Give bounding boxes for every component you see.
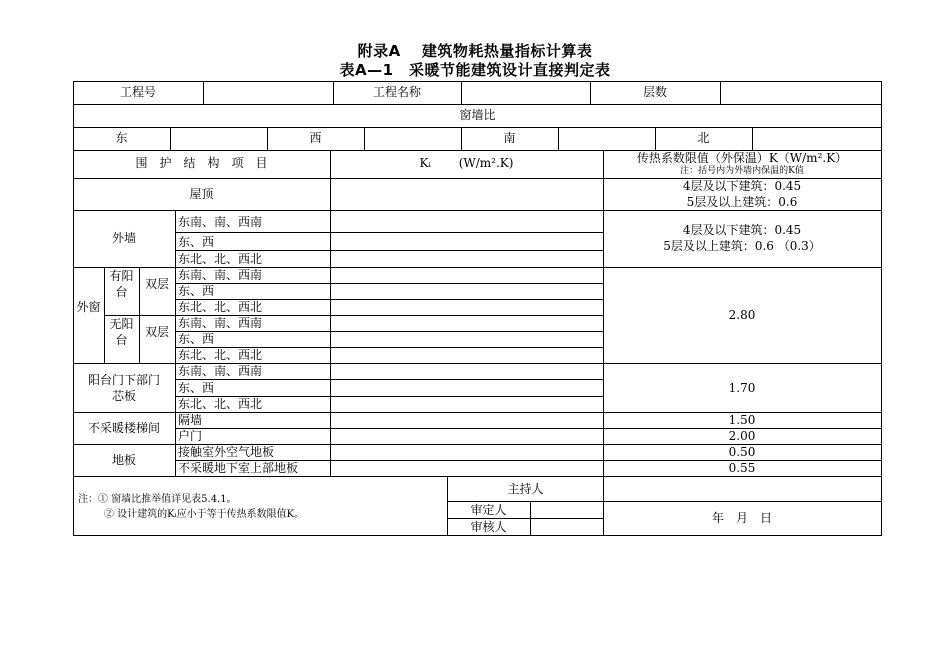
north-label: 北 xyxy=(697,131,710,145)
balcony-door-limit: 1.70 xyxy=(728,381,756,395)
door-limit: 2.00 xyxy=(728,429,756,443)
floor-basement-label: 不采暖地下室上部地板 xyxy=(178,461,299,475)
note-1: 注：① 窗墙比推举值详见表5.4.1。 xyxy=(78,494,237,505)
balcony-door-label-1: 阳台门下部门 xyxy=(87,373,160,387)
project-no-label: 工程号 xyxy=(119,85,156,99)
outer-wall-limit-1: 4层及以下建筑：0.45 xyxy=(682,223,802,237)
host-label: 主持人 xyxy=(507,482,544,496)
window-orient-1: 东南、南、西南 xyxy=(178,268,263,282)
roof-limit-2: 5层及以上建筑：0.6 xyxy=(686,195,798,209)
door-label: 户门 xyxy=(178,429,203,443)
structure-header: 围 护 结 构 项 目 xyxy=(135,156,268,170)
double-label-1: 双层 xyxy=(144,277,169,291)
ki-header: Kᵢ (W/m².K) xyxy=(419,156,514,170)
double-label-2: 双层 xyxy=(144,325,169,339)
west-label: 西 xyxy=(309,131,322,145)
balcony-door-orient-2: 东、西 xyxy=(178,381,215,395)
outer-wall-label: 外墙 xyxy=(111,231,136,245)
window-orient-4: 东南、南、西南 xyxy=(178,316,263,330)
floor-label: 地板 xyxy=(111,453,136,467)
window-limit: 2.80 xyxy=(728,308,756,322)
balcony-door-orient-1: 东南、南、西南 xyxy=(178,364,263,378)
outer-wall-orient-1: 东南、南、西南 xyxy=(178,215,263,229)
no-balcony-label: 无阳台 xyxy=(109,317,134,347)
roof-limit-1: 4层及以下建筑：0.45 xyxy=(682,179,802,193)
balcony-door-orient-3: 东北、北、西北 xyxy=(178,397,263,411)
limit-header-note: 注：括号内为外墙内保温的K值 xyxy=(680,166,804,176)
outer-wall-orient-2: 东、西 xyxy=(178,235,215,249)
window-orient-6: 东北、北、西北 xyxy=(178,348,263,362)
stairwell-label: 不采暖楼梯间 xyxy=(87,421,160,435)
table-subtitle: 表A—1 采暖节能建筑设计直接判定表 xyxy=(339,61,611,79)
window-orient-3: 东北、北、西北 xyxy=(178,300,263,314)
floor-basement-limit: 0.55 xyxy=(728,461,756,475)
floor-outdoor-limit: 0.50 xyxy=(728,445,756,459)
window-ratio-label: 窗墙比 xyxy=(459,108,496,122)
balcony-door-label-2: 芯板 xyxy=(111,389,136,403)
checker-label: 审核人 xyxy=(470,520,507,534)
note-2: ② 设计建筑的Kᵢ应小于等于传热系数限值K。 xyxy=(104,509,305,520)
date-label: 年 月 日 xyxy=(711,511,772,525)
outer-wall-orient-3: 东北、北、西北 xyxy=(178,252,263,266)
east-label: 东 xyxy=(115,131,128,145)
limit-header: 传热系数限值（外保温）K（W/m².K） xyxy=(636,151,848,165)
project-name-label: 工程名称 xyxy=(372,85,421,99)
floor-outdoor-label: 接触室外空气地板 xyxy=(178,445,275,459)
partition-label: 隔墙 xyxy=(178,413,203,427)
balcony-label: 有阳台 xyxy=(109,269,134,299)
outer-wall-limit-2: 5层及以上建筑：0.6 （0.3） xyxy=(663,239,821,253)
window-orient-5: 东、西 xyxy=(178,332,215,346)
partition-limit: 1.50 xyxy=(728,413,756,427)
south-label: 南 xyxy=(503,131,516,145)
window-label: 外窗 xyxy=(76,300,101,314)
roof-label: 屋顶 xyxy=(189,187,214,201)
floors-label: 层数 xyxy=(642,85,667,99)
reviewer-label: 审定人 xyxy=(470,503,507,517)
window-orient-2: 东、西 xyxy=(178,284,215,298)
page-title: 附录A 建筑物耗热量指标计算表 xyxy=(357,42,593,60)
